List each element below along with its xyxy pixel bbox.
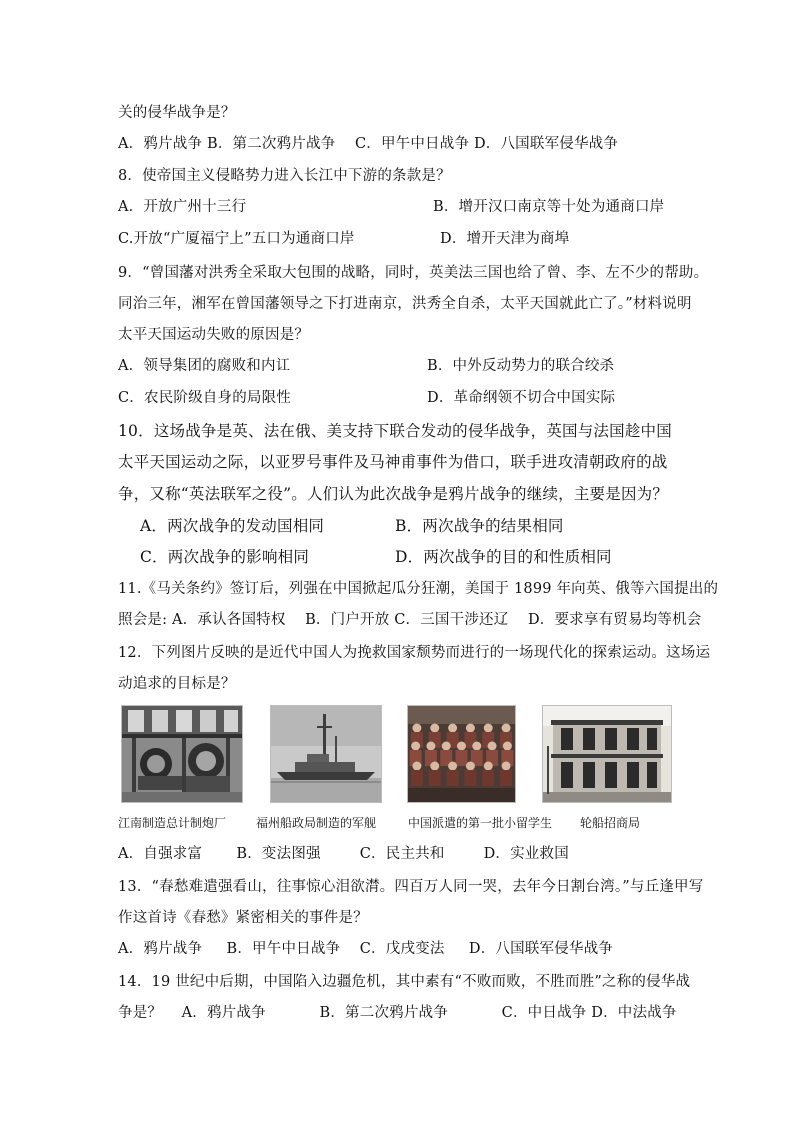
- q9-option-c: C．农民阶级自身的局限性: [118, 390, 291, 406]
- q11-stem-line-2: 照会是: A．承认各国特权 B．门户开放 C．三国干涉还辽 D．要求享有贸易均等机会: [118, 612, 702, 628]
- q8-stem: 8．使帝国主义侵略势力进入长江中下游的条款是？: [118, 168, 451, 184]
- caption-merchants-bureau: 轮船招商局: [580, 816, 641, 830]
- q12-options: A．自强求富 B．变法图强 C．民主共和 D．实业救国: [118, 846, 569, 862]
- q9-stem-line-1: 9．“曾国藩对洪秀全采取大包围的战略，同时，英美法三国也给了曾、李、左不少的帮助。: [118, 265, 709, 281]
- q14-stem-line-1: 14．19 世纪中后期，中国陷入边疆危机，其中素有“不败而败，不胜而胜”之称的侵华战: [118, 974, 691, 990]
- q7-stem-continuation: 关的侵华战争是？: [118, 105, 236, 121]
- q10-option-b: B．两次战争的结果相同: [395, 517, 564, 535]
- q8-option-c: C.开放“广厦福宁上”五口为通商口岸: [118, 231, 355, 247]
- q9-option-b: B．中外反动势力的联合绞杀: [427, 358, 615, 374]
- q13-stem-line-2: 作这首诗《春愁》紧密相关的事件是？: [118, 910, 368, 926]
- q9-option-a: A．领导集团的腐败和内讧: [118, 358, 291, 374]
- q10-stem-line-2: 太平天国运动之际，以亚罗号事件及马神甫事件为借口，联手进攻清朝政府的战: [118, 453, 668, 471]
- q11-stem-line-1: 11.《马关条约》签订后，列强在中国掀起瓜分狂潮，美国于 1899 年向英、俄等六国提出的: [118, 581, 719, 597]
- merchants-bureau-building-photo: [542, 705, 672, 803]
- q8-option-d: D．增开天津为商埠: [440, 231, 570, 247]
- q9-option-d: D．革命纲领不切合中国实际: [427, 390, 616, 406]
- q9-stem-line-2: 同治三年，湘军在曾国藩领导之下打进南京，洪秀全自杀，太平天国就此亡了。”材料说明: [118, 296, 692, 312]
- q14-stem-line-2: 争是？ A．鸦片战争 B．第二次鸦片战争 C．中日战争 D．中法战争: [118, 1005, 677, 1021]
- q10-option-d: D．两次战争的目的和性质相同: [395, 548, 612, 566]
- arsenal-workshop-photo: [121, 705, 243, 803]
- q10-option-c: C．两次战争的影响相同: [140, 548, 310, 566]
- warship-photo: [270, 705, 382, 803]
- q9-stem-line-3: 太平天国运动失败的原因是？: [118, 327, 310, 343]
- q8-option-b: B．增开汉口南京等十处为通商口岸: [433, 199, 665, 215]
- q7-options: A．鸦片战争 B．第二次鸦片战争 C．甲午中日战争 D．八国联军侵华战争: [118, 136, 619, 152]
- q13-options: A．鸦片战争 B．甲午中日战争 C．戊戌变法 D．八国联军侵华战争: [118, 941, 613, 957]
- students-group-photo: [407, 705, 516, 803]
- q10-stem-line-3: 争，又称“英法联军之役”。人们认为此次战争是鸦片战争的继续，主要是因为？: [118, 485, 669, 503]
- q13-stem-line-1: 13．“春愁难遣强看山，往事惊心泪欲潸。四百万人同一哭，去年今日割台湾。”与丘逢甲写: [118, 879, 704, 895]
- q10-option-a: A．两次战争的发动国相同: [140, 517, 325, 535]
- q10-stem-line-1: 10．这场战争是英、法在俄、美支持下联合发动的侵华战争，英国与法国趁中国: [118, 422, 672, 440]
- q12-stem-line-1: 12．下列图片反映的是近代中国人为挽救国家颓势而进行的一场现代化的探索运动。这场运: [118, 645, 711, 661]
- caption-warship: 福州船政局制造的军舰: [256, 816, 377, 830]
- caption-arsenal: 江南制造总计制炮厂: [118, 816, 227, 830]
- q12-stem-line-2: 动追求的目标是？: [118, 676, 236, 692]
- q8-option-a: A．开放广州十三行: [118, 199, 247, 215]
- caption-students: 中国派遣的第一批小留学生: [408, 816, 553, 830]
